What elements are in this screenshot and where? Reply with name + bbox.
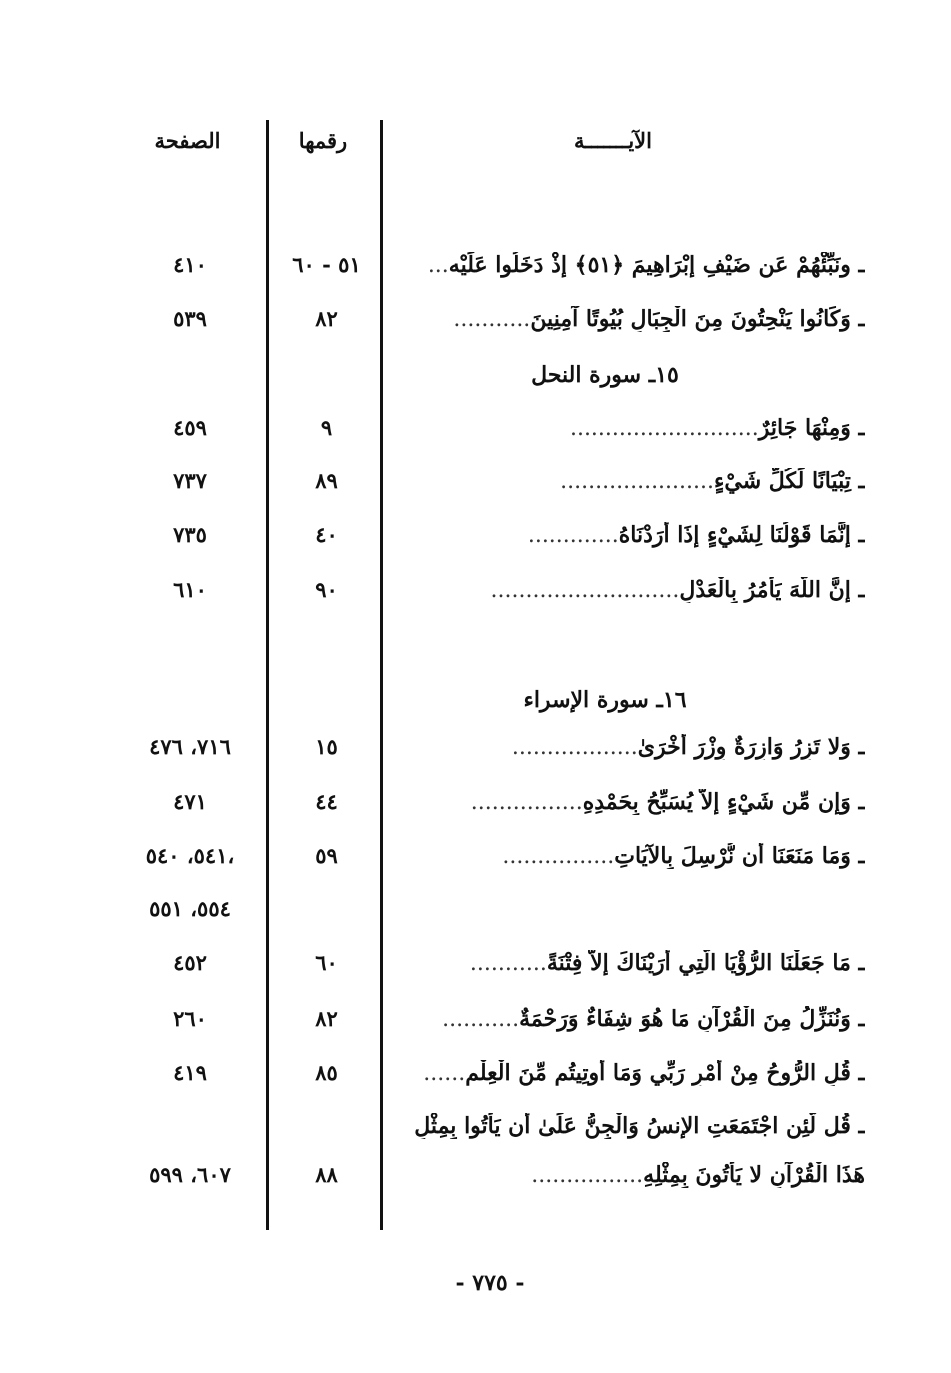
index-row [0, 577, 951, 617]
ayah-number: ٥١ - ٦٠ [292, 252, 361, 277]
ayah-number: ١٥ [315, 734, 338, 759]
ayah-text: ـ قُل لَّئِنِ اجْتَمَعَتِ الإِنسُ وَالْجِنُّ عَلَىٰ أَن يَأْتُوا بِمِثْلِ [414, 1113, 865, 1139]
ayah-text: هَذَا الْقُرْآنِ لا يَأْتُونَ بِمِثْلِهِ................ [531, 1162, 865, 1188]
ayah-text: ـ وَمِنْهَا جَائِرٌ........................... [569, 415, 865, 441]
index-row [0, 1162, 951, 1202]
index-row [0, 522, 951, 562]
ayah-text: ـ مَا جَعَلْنَا الرُّؤْيَا الَّتِي أَرَيْنَاكَ إِلاَّ فِتْنَةً........... [469, 950, 865, 976]
page-ref: ٥٤١، ٥٤٠، [145, 843, 235, 868]
index-row [0, 950, 951, 990]
index-row [0, 896, 951, 936]
surah-heading: ١٥ـ سورة النحل [531, 362, 679, 388]
ayah-number: ٨٢ [315, 1006, 338, 1031]
surah-heading: ١٦ـ سورة الإسراء [523, 687, 687, 713]
index-row [0, 468, 951, 508]
page-ref: ٧٣٥ [173, 522, 207, 547]
ayah-number: ٦٠ [315, 950, 338, 975]
ayah-text: ـ إِنَّ اللَّهَ يَأْمُرُ بِالْعَدْلِ........................... [490, 577, 865, 603]
index-row [0, 1113, 951, 1153]
ayah-number: ٨٨ [315, 1162, 338, 1187]
ayah-text: ـ وَلا تَزِرُ وَازِرَةٌ وِزْرَ أُخْرَىٰ.................. [511, 734, 865, 760]
page-ref: ٧٣٧ [173, 468, 207, 493]
page-ref: ٤١٩ [173, 1060, 207, 1085]
header-ayah: الآيـــــــة [574, 128, 652, 153]
ayah-text: ـ وَكَانُوا يَنْحِتُونَ مِنَ الْجِبَالِ بُيُوتًا آمِنِينَ........... [453, 306, 865, 332]
index-row [0, 1006, 951, 1046]
ayah-text: ـ وَنُنَزِّلُ مِنَ الْقُرْآنِ مَا هُوَ شِفَاءٌ وَرَحْمَةٌ........... [442, 1006, 865, 1032]
page-ref: ٥٣٩ [173, 306, 207, 331]
ayah-number: ٥٩ [315, 843, 338, 868]
index-row [0, 306, 951, 346]
page-ref: ٤٥٩ [173, 415, 207, 440]
ayah-number: ٨٩ [315, 468, 338, 493]
page-ref: ٤٥٢ [173, 950, 207, 975]
page-ref: ٢٦٠ [173, 1006, 207, 1031]
ayah-number: ٤٠ [315, 522, 338, 547]
index-row [0, 1060, 951, 1100]
ayah-number: ٩٠ [315, 577, 338, 602]
header-number: رقمها [298, 128, 348, 153]
page-ref: ٥٥٤، ٥٥١ [149, 896, 231, 921]
ayah-text: ـ وَإِن مِّن شَيْءٍ إِلاَّ يُسَبِّحُ بِحَمْدِهِ................ [470, 789, 865, 815]
page-ref: ٦١٠ [173, 577, 207, 602]
index-row [0, 843, 951, 883]
page-ref: ٤١٠ [173, 252, 207, 277]
ayah-text: ـ ونَبِّئْهُمْ عَن ضَيْفِ إِبْرَاهِيمَ ﴿٥١﴾ إِذْ دَخَلُوا عَلَيْه... [427, 252, 865, 278]
header-page: الصفحة [154, 128, 221, 153]
page-number: - ٧٧٥ - [455, 1270, 525, 1296]
ayah-text: ـ تِبْيَانًا لِّكُلِّ شَيْءٍ...................... [560, 468, 865, 494]
ayah-text: ـ إِنَّمَا قَوْلُنَا لِشَيْءٍ إِذَا أَرَدْنَاهُ............. [527, 522, 865, 548]
ayah-text: ـ وَمَا مَنَعَنَا أَن نُّرْسِلَ بِالآيَاتِ................ [502, 843, 865, 869]
ayah-number: ٨٥ [315, 1060, 338, 1085]
page-ref: ٧١٦، ٤٧٦ [149, 734, 231, 759]
ayah-text: ـ قُلِ الرُّوحُ مِنْ أَمْرِ رَبِّي وَمَا أُوتِيتُم مِّنَ الْعِلْمِ...... [423, 1060, 865, 1086]
page-ref: ٤٧١ [173, 789, 207, 814]
ayah-number: ٨٢ [315, 306, 338, 331]
ayah-number: ٤٤ [315, 789, 338, 814]
index-row [0, 252, 951, 292]
ayah-number: ٩ [320, 415, 333, 440]
index-row [0, 415, 951, 455]
page-ref: ٦٠٧، ٥٩٩ [149, 1162, 231, 1187]
index-row [0, 789, 951, 829]
index-row [0, 734, 951, 774]
